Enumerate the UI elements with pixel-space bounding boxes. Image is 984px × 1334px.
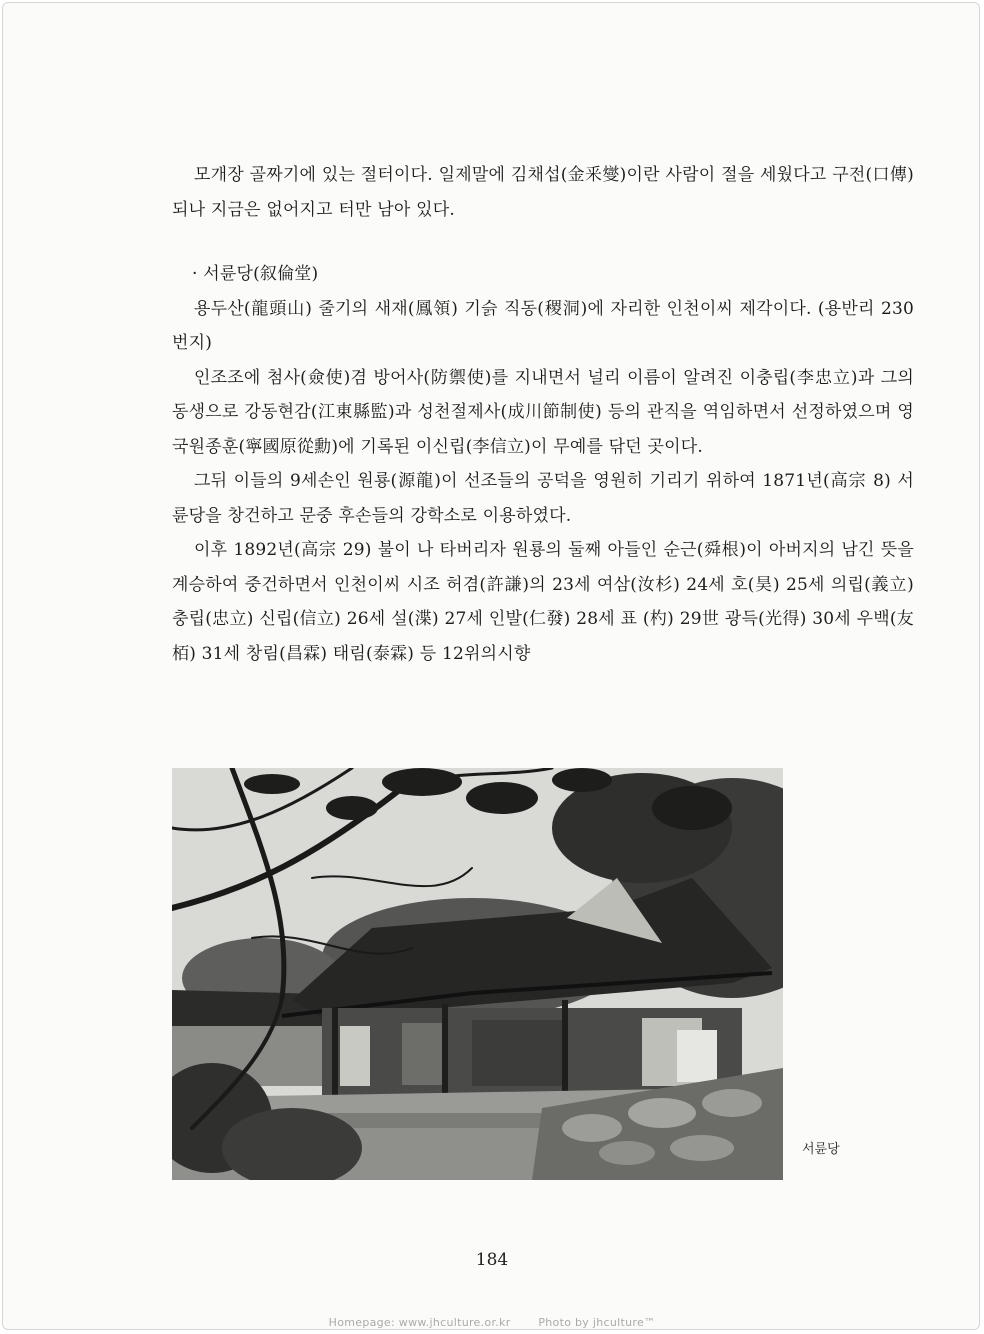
section-heading: · 서륜당(叙倫堂) xyxy=(192,264,319,284)
paragraph-founding: 그뒤 이들의 9세손인 원룡(源龍)이 선조들의 공덕을 영원히 기리기 위하여 1871년(高宗 8) 서륜당을 창건하고 문중 후손들의 강학소로 이용하였다. xyxy=(172,471,914,526)
footer-photo-credit: Photo by jhculture™ xyxy=(538,1316,656,1329)
paragraph-rebuild: 이후 1892년(高宗 29) 불이 나 타버리자 원룡의 둘째 아들인 순근(舜根)이 아버지의 남긴 뜻을 계승하여 중건하면서 인천이씨 시조 허겸(許謙)의 23세 여삼(汝杉) 24세 호(昊) 25세 의립(義立) 충립(忠立) 신립(信立) 26세 설(渫) 27세 인발(仁發) 28세 표 (杓) 29世 광득(光得) 30세 우백(友栢) 31세 창림(昌霖) 태림(泰霖) 등 12위의시향 xyxy=(172,540,914,664)
page-number: 184 xyxy=(475,1250,509,1270)
body-text xyxy=(172,158,914,671)
footer-watermark xyxy=(0,1316,984,1329)
seoryundang-photo xyxy=(172,768,783,1180)
paragraph-history: 인조조에 첨사(僉使)겸 방어사(防禦使)를 지내면서 널리 이름이 알려진 이충립(李忠立)과 그의 동생으로 강동현감(江東縣監)과 성천절제사(成川節制使) 등의 관직을 역임하면서 선정하였으며 영국원종훈(寧國原從勳)에 기록된 이신립(李信立)이 무예를 닦던 곳이다. xyxy=(172,367,914,457)
seoryundang-building-image xyxy=(172,768,783,1180)
paragraph-location: 용두산(龍頭山) 줄기의 새재(鳳領) 기슭 직동(稷洞)에 자리한 인천이씨 제각이다. (용반리 230번지) xyxy=(172,298,914,353)
paragraph-gap xyxy=(172,227,914,257)
footer-homepage: Homepage: www.jhculture.or.kr xyxy=(328,1316,511,1329)
photo-caption: 서륜당 xyxy=(802,1142,840,1157)
paragraph-temple-site: 모개장 골짜기에 있는 절터이다. 일제말에 김채섭(金釆燮)이란 사람이 절을 세웠다고 구전(口傳)되나 지금은 없어지고 터만 남아 있다. xyxy=(172,165,914,220)
